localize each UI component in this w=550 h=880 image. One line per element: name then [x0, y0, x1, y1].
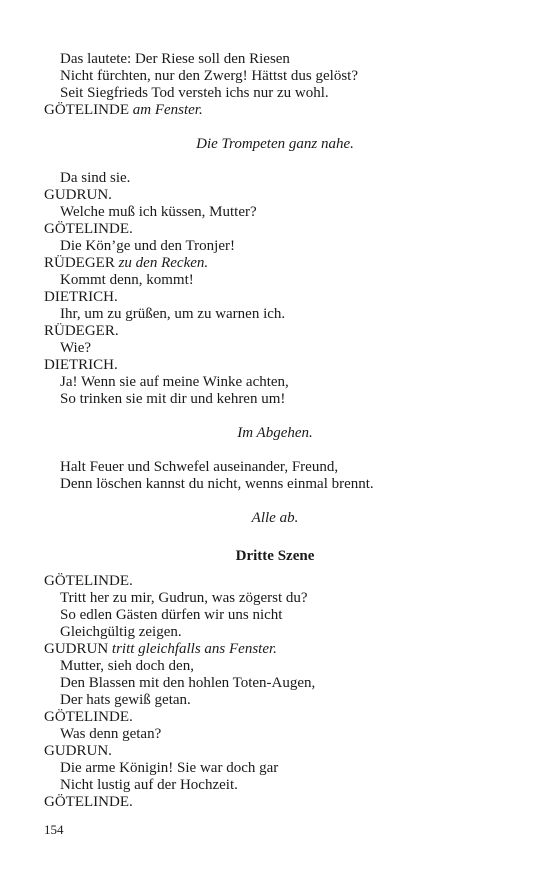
verse-line: Der hats gewiß getan.: [60, 692, 191, 708]
verse-line: So edlen Gästen dürfen wir uns nicht: [60, 607, 283, 623]
verse-line: Ihr, um zu grüßen, um zu warnen ich.: [60, 306, 286, 322]
speaker-line: [44, 289, 118, 306]
speaker-line: [44, 794, 133, 811]
verse-line: Was denn getan?: [60, 726, 162, 742]
speaker-name: GUDRUN: [44, 641, 109, 657]
verse-line: Ja! Wenn sie auf meine Winke achten,: [60, 374, 289, 390]
speaker-name: RÜDEGER: [44, 255, 115, 271]
verse-line: Halt Feuer und Schwefel auseinander, Freund,: [60, 459, 339, 475]
speaker-name: GÖTELINDE: [44, 102, 129, 118]
verse-line: Tritt her zu mir, Gudrun, was zögerst du?: [60, 590, 308, 606]
verse-line: Nicht lustig auf der Hochzeit.: [60, 777, 238, 793]
speaker-name: GÖTELINDE.: [44, 221, 133, 237]
stage-direction: Die Trompeten ganz nahe.: [196, 136, 354, 152]
speaker-name: GÖTELINDE.: [44, 709, 133, 725]
verse-line: Seit Siegfrieds Tod versteh ichs nur zu wohl.: [60, 85, 329, 101]
stage-direction: Im Abgehen.: [237, 425, 313, 441]
scene-heading: Dritte Szene: [235, 548, 315, 564]
verse-line: Wie?: [60, 340, 92, 356]
speaker-line: [44, 357, 118, 374]
stage-direction-inline: zu den Recken.: [118, 255, 209, 271]
verse-line: Mutter, sieh doch den,: [60, 658, 194, 674]
speaker-name: DIETRICH.: [44, 289, 118, 305]
verse-line: Die Kön’ge und den Tronjer!: [60, 238, 235, 254]
speaker-name: RÜDEGER.: [44, 323, 119, 339]
verse-line: Kommt denn, kommt!: [60, 272, 194, 288]
speaker-line: [44, 743, 112, 760]
speaker-name: GÖTELINDE.: [44, 573, 133, 589]
speaker-line: [44, 323, 119, 340]
page-number: 154: [44, 822, 64, 837]
verse-line: Gleichgültig zeigen.: [60, 624, 182, 640]
speaker-line: [44, 102, 203, 119]
speaker-name: GUDRUN.: [44, 187, 112, 203]
stage-direction-inline: tritt gleichfalls ans Fenster.: [111, 641, 277, 657]
verse-line: Den Blassen mit den hohlen Toten-Augen,: [60, 675, 316, 691]
verse-line: Das lautete: Der Riese soll den Riesen: [60, 51, 290, 67]
stage-direction: Alle ab.: [251, 510, 299, 526]
speaker-line: [44, 573, 133, 590]
verse-line: Denn löschen kannst du nicht, wenns einmal brennt.: [60, 476, 374, 492]
speaker-line: [44, 255, 208, 272]
speaker-line: [44, 187, 112, 204]
speaker-name: GÖTELINDE.: [44, 794, 133, 810]
verse-line: Da sind sie.: [60, 170, 131, 186]
speaker-line: [44, 641, 277, 658]
speaker-line: [44, 221, 133, 238]
speaker-name: DIETRICH.: [44, 357, 118, 373]
speaker-line: [44, 709, 133, 726]
verse-line: So trinken sie mit dir und kehren um!: [60, 391, 286, 407]
speaker-name: GUDRUN.: [44, 743, 112, 759]
stage-direction-inline: am Fenster.: [132, 102, 203, 118]
verse-line: Nicht fürchten, nur den Zwerg! Hättst dus gelöst?: [60, 68, 358, 84]
verse-line: Die arme Königin! Sie war doch gar: [60, 760, 279, 776]
verse-line: Welche muß ich küssen, Mutter?: [60, 204, 257, 220]
